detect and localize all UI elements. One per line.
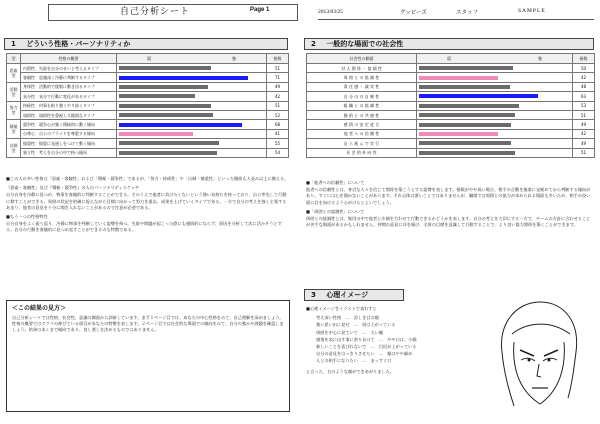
- company-name: グッピーズ: [400, 10, 427, 16]
- hair-fringe: [512, 324, 570, 334]
- social-bar: [419, 94, 538, 98]
- trait-bar-cell: [117, 110, 267, 119]
- social-score: 63: [573, 92, 595, 101]
- trait-bar: [119, 66, 211, 70]
- sheet-title: 自己分析シート: [120, 7, 191, 17]
- personality-row: [7, 139, 289, 148]
- section3-title: 心理イメージ: [326, 291, 369, 299]
- section1-header: [4, 38, 288, 50]
- social-trait-label: 周 囲 と の 協 調 性: [307, 73, 417, 82]
- sociability-row: [307, 82, 595, 91]
- trait-bar: [119, 104, 211, 108]
- personality-row: [7, 110, 289, 119]
- col-type: 型: [7, 54, 21, 64]
- trait-bar: [119, 76, 248, 80]
- social-bar: [419, 151, 515, 155]
- social-bar: [419, 123, 511, 127]
- trait-label: 慎重性：慎重に見通しをつけて動く傾向: [21, 139, 117, 148]
- trait-label: 内罰性：失敗を自分のせいと考えるタイプ: [21, 64, 117, 73]
- sociability-row: [307, 73, 595, 82]
- social-trait-label: 自 ら 進 ん で 実 行: [307, 139, 417, 148]
- harmony-heading: ■「周囲との協調性」について: [306, 208, 365, 214]
- image-line: 考え深い性格 … 涼しき目の顔: [316, 315, 379, 321]
- section2-commentary: [306, 180, 592, 229]
- section3-number: 3: [311, 291, 316, 299]
- scale-high-label: 強: [232, 55, 236, 61]
- social-bar: [419, 132, 498, 136]
- trait-bar: [119, 113, 213, 117]
- scale-high-label: 強: [538, 55, 542, 61]
- social-trait-label: 自 分 の の 自 制 性: [307, 92, 417, 101]
- section1-commentary: [6, 176, 290, 235]
- trait-label: 身体性：活動的で俊敏に動き回るタイプ: [21, 82, 117, 91]
- type-group-label: 努力型: [7, 101, 21, 120]
- report-date: 2013/03/25: [318, 9, 344, 15]
- hair-outline: [501, 302, 576, 398]
- social-bar-cell: [417, 92, 573, 101]
- trait-score: 51: [267, 101, 289, 110]
- personality-row: [7, 120, 289, 129]
- trait-label: 独立性：考えを自分の中で持つ傾向: [21, 148, 117, 157]
- trait-bar-cell: [117, 73, 267, 82]
- trait-score: 42: [267, 92, 289, 101]
- social-bar-cell: [417, 148, 573, 157]
- personality-table: [6, 53, 289, 158]
- social-score: 53: [573, 101, 595, 110]
- sociability-row: [307, 110, 595, 119]
- social-bar-cell: [417, 64, 573, 73]
- sociability-table: [306, 53, 595, 158]
- trait-score: 71: [267, 73, 289, 82]
- social-trait-label: 責 任 感 ・ 誠 実 性: [307, 82, 417, 91]
- trait-bar-cell: [117, 101, 267, 110]
- section1-title: どういう性格・パーソナリティか: [26, 40, 131, 48]
- trait-bar: [119, 132, 193, 136]
- left-pupil: [528, 359, 531, 362]
- trait-bar-cell: [117, 148, 267, 157]
- result-guide-box: [6, 300, 290, 412]
- social-bar-cell: [417, 101, 573, 110]
- person-name: SAMPLE: [518, 8, 546, 14]
- header-divider: [318, 19, 594, 20]
- sketch-paragraph: 自分自身を冷静に見つめ、物事を客観的に判断することができる。そのうえで他者に負けたくないという強い気持ちを持っており、自ら率先して行動に移すことができる。周囲の状況を的確に捉えながら目標に向かって努力を重ね、成果を上げていくタイプである。一方で自分の考えを強く主張するあまり、他者の意見を十分に聞き入れないことがあるので注意が必要である。: [6, 192, 287, 210]
- col-score: 指数: [267, 54, 289, 64]
- trait-score: 41: [267, 129, 289, 138]
- social-bar-cell: [417, 110, 573, 119]
- personality-row: [7, 92, 289, 101]
- personality-row: [7, 101, 289, 110]
- social-score: 49: [573, 120, 595, 129]
- section1-number: 1: [11, 40, 16, 48]
- social-bar-cell: [417, 120, 573, 129]
- sketch-heading: 『思索・客観性』及び『積極・競争性』の人のパーソナリティスケッチ: [6, 185, 140, 191]
- section3-text: [306, 306, 496, 376]
- social-bar-cell: [417, 139, 573, 148]
- social-trait-label: 対 人 関 係 ・ 協 調 性: [307, 64, 417, 73]
- col-social-score: 指数: [573, 54, 595, 64]
- trait-label: 気分性：気分で行動に変化があるタイプ: [21, 92, 117, 101]
- right-brow: [544, 350, 558, 356]
- col-trait: 性格の概要: [21, 54, 117, 64]
- trait-label: 客観性：思慮深く冷静に判断するタイプ: [21, 73, 117, 82]
- trait-bar: [119, 123, 242, 127]
- social-score: 50: [573, 64, 595, 73]
- image-line: 自分の意見をはっきりさせたい … 顔はやや細め: [316, 351, 413, 357]
- social-score: 48: [573, 82, 595, 91]
- left-brow: [520, 350, 534, 356]
- sociability-row: [307, 148, 595, 157]
- personality-row: [7, 148, 289, 157]
- col-social-scale: [417, 54, 573, 64]
- image-intro: ■心理イメージをイラストで表わすと: [306, 306, 377, 311]
- sociability-row: [307, 120, 595, 129]
- image-line: 周囲を中心に見ていて … 大い瞳: [316, 329, 384, 335]
- trait-score: 51: [267, 64, 289, 73]
- sociability-row: [307, 92, 595, 101]
- personality-row: [7, 129, 289, 138]
- other-trait-heading: ■もう一つの性格特性: [6, 214, 48, 220]
- trait-score: 54: [267, 148, 289, 157]
- image-line: 強い思い出に見せ … 眉は上がっている: [316, 322, 396, 328]
- trait-score: 68: [267, 120, 289, 129]
- staff-role: スタッフ: [456, 10, 479, 16]
- section2-title: 一般的な場面での社会性: [326, 40, 404, 48]
- sociability-row: [307, 101, 595, 110]
- type-group-label: 積極型: [7, 120, 21, 139]
- social-bar: [419, 113, 515, 117]
- trait-label: 規則性：規則性を重視し几帳面なタイプ: [21, 110, 117, 119]
- trait-bar: [119, 141, 219, 145]
- social-bar: [419, 104, 519, 108]
- trait-score: 55: [267, 139, 289, 148]
- social-score: 51: [573, 110, 595, 119]
- scale-low-label: 弱: [147, 55, 151, 61]
- image-line: 感情を表に出す事に余り長けて … やや口は、小顔: [316, 336, 417, 342]
- personality-row: [7, 73, 289, 82]
- social-bar: [419, 141, 511, 145]
- trait-score: 49: [267, 82, 289, 91]
- social-trait-label: 社 会 的 外 向 性: [307, 148, 417, 157]
- trait-bar-cell: [117, 129, 267, 138]
- type-group-label: 思索型: [7, 64, 21, 83]
- trust-heading: ■「他者への信頼性」について: [306, 180, 365, 185]
- trait-bar-cell: [117, 92, 267, 101]
- trait-label: 持続性：何事も粘り強くやり抜くタイプ: [21, 101, 117, 110]
- social-trait-label: 静 的 と の 共 感 性: [307, 110, 417, 119]
- social-score: 42: [573, 73, 595, 82]
- trait-bar-cell: [117, 120, 267, 129]
- social-trait-label: 組 織 と の 協 調 性: [307, 101, 417, 110]
- trait-score: 52: [267, 110, 289, 119]
- type-group-label: 活動型: [7, 82, 21, 101]
- social-trait-label: 感 情 の 安 定 度 合: [307, 120, 417, 129]
- section2-number: 2: [311, 40, 316, 48]
- right-pupil: [548, 359, 551, 362]
- other-trait-paragraph: 自分自身をよく振り返り、冷静に物事を判断していく姿勢を持つ。失敗や問題が起こった際にも感情的にならず、原因を分析して次に活かそうとする。自分の行動を客観的に見つめ直すことができるのも特徴である。: [6, 221, 282, 233]
- social-bar-cell: [417, 129, 573, 138]
- social-score: 49: [573, 139, 595, 148]
- sociability-row: [307, 139, 595, 148]
- social-score: 51: [573, 148, 595, 157]
- nose: [537, 364, 541, 377]
- social-bar-cell: [417, 82, 573, 91]
- sociability-row: [307, 129, 595, 138]
- social-bar: [419, 66, 513, 70]
- section3-header: [304, 289, 404, 301]
- social-score: 42: [573, 129, 595, 138]
- personality-row: [7, 64, 289, 73]
- trait-label: 競争性：競争心が強く積極的に動く傾向: [21, 120, 117, 129]
- image-line: 人との相手になりたい … まっすぐ口: [316, 358, 392, 364]
- face-illustration: [488, 294, 588, 418]
- scale-low-label: 弱: [447, 55, 451, 61]
- sociability-row: [307, 64, 595, 73]
- social-bar-cell: [417, 73, 573, 82]
- trait-bar: [119, 151, 217, 155]
- harmony-paragraph: 周囲との協調性とは、集団の中で他者と歩調を合わせて行動できるかどうかを表します。自分の考えを大切にする一方で、チームの方針に合わせることが苦手な場面があるかもしれません。仲間の意見に耳を傾け、全体の目標を意識して行動することで、より良い協力関係を築くことができます。: [306, 216, 591, 228]
- trait-label: 自尊心：自らのプライドを尊重する傾向: [21, 129, 117, 138]
- social-trait-label: 他 者 へ の 信 頼 性: [307, 129, 417, 138]
- type-group-label: 自制型: [7, 139, 21, 158]
- social-bar: [419, 76, 498, 80]
- section2-header: [304, 38, 594, 50]
- trait-bar: [119, 94, 195, 98]
- trait-bar: [119, 85, 208, 89]
- trait-bar-cell: [117, 64, 267, 73]
- hair-left: [502, 352, 514, 406]
- col-social-trait: 社会性の側面: [307, 54, 417, 64]
- result-guide-title: ＜この結果の見方＞: [12, 305, 67, 312]
- trait-bar-cell: [117, 82, 267, 91]
- summary-paragraph: ■この人の多い性格は「思索・客観性」および「積極・競争性」であるが、「努力・持続性」や「自制・慎重性」といった側面も人並み以上に備える。: [6, 176, 289, 181]
- image-line: 新しいことを喜びれないで … 目尻が上がっている: [316, 344, 417, 350]
- trait-bar-cell: [117, 139, 267, 148]
- social-bar: [419, 85, 510, 89]
- page-label: Page 1: [250, 7, 270, 13]
- image-closing: と言った、右のような顔ができあがりました。: [306, 368, 394, 374]
- image-lines: [316, 315, 496, 364]
- result-guide-text: 自己分析シートでは性格、社会性、意識の側面から診断しています。まず１ページ目では、あなたの中心性格をみて、自己理解を深めましょう。性格の概要ではグラフの伸びている項目があなたの特徴を表します。２ページ目では社会的な場面での傾向をみて、自分の強みや課題を確認しましょう。結果はあくまで傾向であり、良し悪しを決めるものではありません。: [12, 315, 284, 333]
- personality-row: [7, 82, 289, 91]
- trust-paragraph: 他者への信頼性とは、身近な人々を信じて関係を築こうとする姿勢を表します。指数がやや低い場合、相手の言動を慎重に見極めてから判断する傾向があり、すぐには心を開かないことがあります。それ自体は悪いことではありませんが、職場では周囲との協力が求められる場面も多いため、相手の良い面に目を向けるよう心がけるとよいでしょう。: [306, 187, 591, 205]
- col-scale: [117, 54, 267, 64]
